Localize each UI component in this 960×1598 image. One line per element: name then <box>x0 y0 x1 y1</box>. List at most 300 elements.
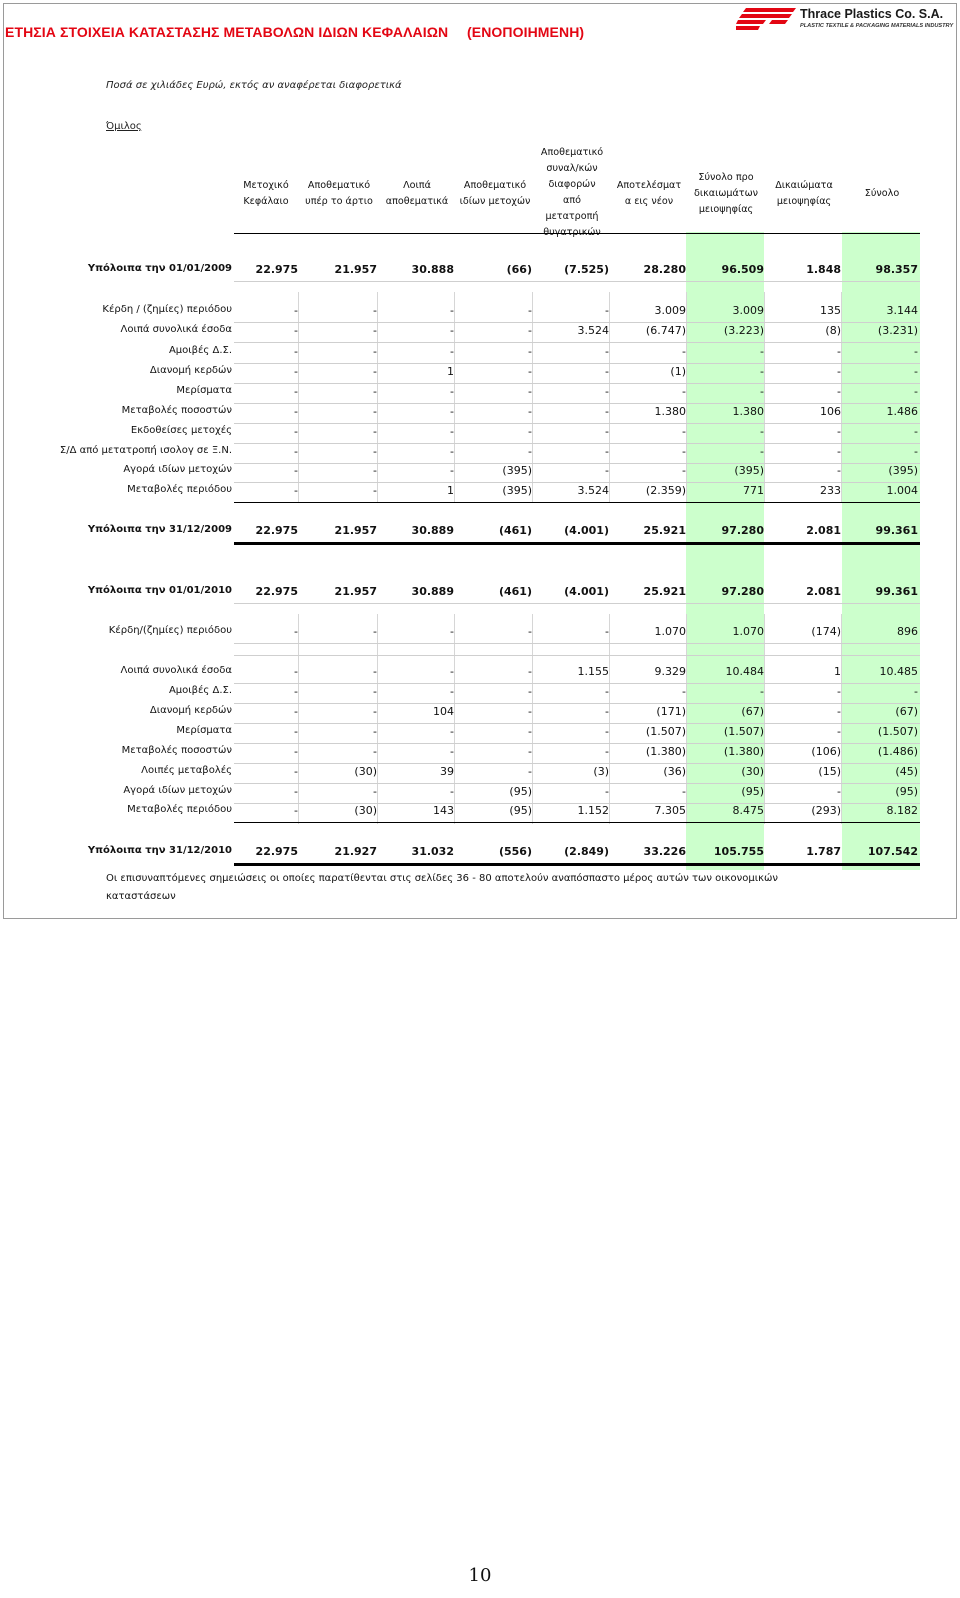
column-header-line: Λοιπά <box>403 180 431 191</box>
table-cell: (95) <box>895 785 918 798</box>
table-cell: - <box>294 705 298 718</box>
table-row <box>0 404 960 422</box>
table-cell: (395) <box>734 464 764 477</box>
report-title <box>5 24 585 40</box>
table-cell: (171) <box>656 705 686 718</box>
table-cell: - <box>605 464 609 477</box>
table-cell: 1.070 <box>654 625 686 638</box>
table-cell: - <box>760 445 764 458</box>
table-cell: - <box>837 345 841 358</box>
table-row <box>0 764 960 782</box>
table-cell: - <box>682 785 686 798</box>
table-cell: 106 <box>820 405 841 418</box>
table-cell: (3.231) <box>877 324 918 337</box>
row-label: Αμοιβές Δ.Σ. <box>168 685 232 696</box>
table-cell: 7.305 <box>654 804 686 817</box>
table-cell: 104 <box>433 705 454 718</box>
table-cell: - <box>373 365 377 378</box>
column-header-line: Αποθεματικό <box>540 147 604 158</box>
column-header <box>760 178 848 210</box>
table-cell: 39 <box>440 765 454 778</box>
table-cell: 107.542 <box>867 845 918 858</box>
column-header-line: διαφορών <box>548 179 596 190</box>
table-cell: (4.001) <box>564 524 609 537</box>
table-cell: 97.280 <box>721 585 764 598</box>
table-cell: - <box>605 625 609 638</box>
row-label: Λοιπά συνολικά έσοδα <box>120 665 232 676</box>
table-cell: 22.975 <box>255 585 298 598</box>
table-cell: - <box>528 685 532 698</box>
table-cell: - <box>294 425 298 438</box>
table-cell: 896 <box>897 625 918 638</box>
table-cell: (1.507) <box>645 725 686 738</box>
table-cell: 8.182 <box>886 804 918 817</box>
table-cell: 99.361 <box>875 585 918 598</box>
table-cell: 22.975 <box>255 845 298 858</box>
table-cell: 1.004 <box>886 484 918 497</box>
table-cell: - <box>837 365 841 378</box>
row-rule <box>234 502 920 503</box>
table-cell: - <box>373 345 377 358</box>
column-header-line: Αποτελέσματ <box>616 180 682 191</box>
table-cell: - <box>373 464 377 477</box>
table-cell: 8.475 <box>732 804 764 817</box>
table-cell: - <box>605 725 609 738</box>
row-rule <box>234 643 920 644</box>
row-rule <box>234 281 920 282</box>
table-row <box>0 784 960 802</box>
column-header-line: ιδίων μετοχών <box>459 196 531 207</box>
table-cell: 25.921 <box>643 524 686 537</box>
table-cell: (30) <box>354 804 377 817</box>
table-cell: - <box>373 324 377 337</box>
table-cell: - <box>373 385 377 398</box>
table-cell: - <box>450 625 454 638</box>
row-label: Κέρδη/(ζημίες) περιόδου <box>108 625 232 636</box>
column-header-line: μειοψηφίας <box>698 204 754 215</box>
table-cell: - <box>837 385 841 398</box>
table-cell: - <box>373 484 377 497</box>
row-label: Μεταβολές ποσοστών <box>121 405 232 416</box>
table-cell: 98.357 <box>875 263 918 276</box>
table-cell: 33.226 <box>643 845 686 858</box>
table-row <box>0 303 960 321</box>
table-cell: (1.486) <box>877 745 918 758</box>
table-cell: 135 <box>820 304 841 317</box>
table-row <box>0 584 960 602</box>
table-cell: (395) <box>888 464 918 477</box>
table-cell: 99.361 <box>875 524 918 537</box>
table-row <box>0 262 960 280</box>
row-label: Λοιπές μεταβολές <box>141 765 232 776</box>
table-cell: (95) <box>509 785 532 798</box>
table-cell: - <box>528 365 532 378</box>
table-cell: - <box>373 425 377 438</box>
table-row <box>0 744 960 762</box>
table-cell: - <box>294 445 298 458</box>
table-cell: 1.155 <box>577 665 609 678</box>
table-cell: 3.009 <box>732 304 764 317</box>
table-row <box>0 384 960 402</box>
table-cell: 1 <box>834 665 841 678</box>
table-cell: (1) <box>670 365 686 378</box>
table-cell: - <box>760 385 764 398</box>
column-header <box>373 178 461 210</box>
table-cell: (95) <box>509 804 532 817</box>
table-cell: - <box>914 445 918 458</box>
table-cell: - <box>294 324 298 337</box>
table-cell: (3) <box>593 765 609 778</box>
table-row <box>0 684 960 702</box>
table-row <box>0 803 960 821</box>
amounts-note: Ποσά σε χιλιάδες Ευρώ, εκτός αν αναφέρεται διαφορετικά <box>106 80 402 91</box>
table-cell: 21.957 <box>334 524 377 537</box>
row-rule <box>234 542 920 545</box>
table-cell: - <box>294 665 298 678</box>
table-cell: 1.380 <box>654 405 686 418</box>
column-header-line: Αποθεματικό <box>307 180 371 191</box>
row-label: Υπόλοιπα την 01/01/2009 <box>87 263 232 274</box>
table-cell: - <box>837 705 841 718</box>
table-cell: - <box>450 445 454 458</box>
table-cell: - <box>294 464 298 477</box>
table-cell: - <box>914 425 918 438</box>
table-cell: - <box>294 804 298 817</box>
table-cell: - <box>373 725 377 738</box>
table-cell: - <box>294 345 298 358</box>
table-cell: (67) <box>741 705 764 718</box>
table-cell: 10.485 <box>879 665 918 678</box>
column-header-line: μειοψηφίας <box>776 196 832 207</box>
table-cell: - <box>528 745 532 758</box>
column-header-line: αποθεματικά <box>385 196 449 207</box>
row-label: Λοιπά συνολικά έσοδα <box>120 324 232 335</box>
table-cell: - <box>294 785 298 798</box>
column-header <box>682 170 770 218</box>
row-rule <box>234 655 920 656</box>
table-cell: - <box>294 385 298 398</box>
table-cell: - <box>605 785 609 798</box>
column-header-line: δικαιωμάτων <box>694 188 758 199</box>
table-cell: - <box>605 345 609 358</box>
table-cell: 2.081 <box>806 585 841 598</box>
table-cell: 28.280 <box>643 263 686 276</box>
table-cell: - <box>760 345 764 358</box>
table-cell: - <box>528 725 532 738</box>
table-cell: 2.081 <box>806 524 841 537</box>
table-cell: (395) <box>502 464 532 477</box>
table-cell: 25.921 <box>643 585 686 598</box>
column-header <box>605 178 693 210</box>
table-cell: 771 <box>743 484 764 497</box>
page-number: 10 <box>468 1565 492 1586</box>
column-header-line: Σύνολο <box>864 188 900 199</box>
table-cell: 30.889 <box>411 585 454 598</box>
row-label: Κέρδη / (ζημίες) περιόδου <box>102 304 232 315</box>
table-cell: 22.975 <box>255 263 298 276</box>
row-label: Διανομή κερδών <box>149 365 232 376</box>
table-cell: (461) <box>498 585 532 598</box>
company-logo <box>736 6 956 32</box>
table-cell: (36) <box>663 765 686 778</box>
table-cell: - <box>528 324 532 337</box>
table-cell: - <box>837 425 841 438</box>
table-cell: - <box>528 665 532 678</box>
table-cell: - <box>294 304 298 317</box>
table-cell: - <box>605 304 609 317</box>
table-cell: 105.755 <box>713 845 764 858</box>
table-cell: - <box>450 425 454 438</box>
table-cell: (395) <box>502 484 532 497</box>
table-cell: - <box>528 445 532 458</box>
row-label: Μεταβολές περιόδου <box>127 484 232 495</box>
table-cell: - <box>373 785 377 798</box>
table-cell: (4.001) <box>564 585 609 598</box>
table-cell: - <box>682 425 686 438</box>
table-row <box>0 364 960 382</box>
table-cell: - <box>373 745 377 758</box>
table-cell: - <box>682 345 686 358</box>
table-cell: 31.032 <box>411 845 454 858</box>
table-cell: - <box>760 425 764 438</box>
table-cell: 10.484 <box>725 665 764 678</box>
column-header-line: Μετοχικό <box>243 180 289 191</box>
table-cell: - <box>605 405 609 418</box>
table-row <box>0 444 960 462</box>
table-cell: - <box>528 705 532 718</box>
table-cell: (1.380) <box>723 745 764 758</box>
row-label: Μερίσματα <box>176 385 232 396</box>
table-row <box>0 704 960 722</box>
table-cell: (293) <box>811 804 841 817</box>
table-row <box>0 523 960 541</box>
column-header <box>295 178 383 210</box>
table-cell: 30.889 <box>411 524 454 537</box>
table-cell: - <box>528 345 532 358</box>
report-title-text: ΕΤΗΣΙΑ ΣΤΟΙΧΕΙΑ ΚΑΤΑΣΤΑΣΗΣ ΜΕΤΑΒΟΛΩΝ ΙΔΙΩΝ ΚΕΦΑΛΑΙΩΝ <box>5 24 449 40</box>
table-cell: - <box>450 345 454 358</box>
table-row <box>0 483 960 501</box>
table-cell: - <box>373 625 377 638</box>
table-cell: (106) <box>811 745 841 758</box>
column-header-line: α εις νέον <box>624 196 674 207</box>
column-header-line: Δικαιώματα <box>775 180 833 191</box>
table-cell: 1.848 <box>806 263 841 276</box>
table-cell: - <box>760 365 764 378</box>
column-header-line: συναλ/κών <box>546 163 598 174</box>
table-row <box>0 463 960 481</box>
table-row <box>0 664 960 682</box>
table-cell: 1.486 <box>886 405 918 418</box>
table-cell: - <box>914 345 918 358</box>
table-cell: - <box>373 665 377 678</box>
table-cell: 9.329 <box>654 665 686 678</box>
table-cell: 30.888 <box>411 263 454 276</box>
logo-tagline: PLASTIC TEXTILE & PACKAGING MATERIALS INDUSTRY <box>800 23 954 29</box>
table-cell: - <box>294 625 298 638</box>
table-row <box>0 724 960 742</box>
table-cell: - <box>528 405 532 418</box>
table-cell: - <box>450 725 454 738</box>
table-cell: (1.507) <box>877 725 918 738</box>
table-cell: - <box>837 785 841 798</box>
table-cell: - <box>294 484 298 497</box>
table-cell: (8) <box>825 324 841 337</box>
table-cell: - <box>914 685 918 698</box>
table-cell: - <box>450 665 454 678</box>
table-cell: - <box>294 745 298 758</box>
table-row <box>0 323 960 341</box>
table-cell: (1.507) <box>723 725 764 738</box>
table-cell: 233 <box>820 484 841 497</box>
table-cell: 96.509 <box>721 263 764 276</box>
table-cell: 1.070 <box>732 625 764 638</box>
table-cell: - <box>682 685 686 698</box>
row-label: Αγορά ιδίων μετοχών <box>123 785 232 796</box>
column-header-line: υπέρ το άρτιο <box>305 196 373 207</box>
column-header <box>838 186 926 202</box>
table-cell: - <box>605 445 609 458</box>
table-cell: - <box>682 445 686 458</box>
row-label: Υπόλοιπα την 31/12/2009 <box>87 524 232 535</box>
table-cell: - <box>294 725 298 738</box>
footer-note: Οι επισυναπτόμενες σημειώσεις οι οποίες παρατίθενται στις σελίδες 36 - 80 αποτελούν αναπόσπαστο μέρος αυτών των οικονομικών καταστάσεων <box>106 873 778 902</box>
table-cell: (95) <box>741 785 764 798</box>
column-header <box>451 178 539 210</box>
table-cell: 3.144 <box>886 304 918 317</box>
row-label: Αμοιβές Δ.Σ. <box>168 345 232 356</box>
table-cell: - <box>294 765 298 778</box>
table-cell: (45) <box>895 765 918 778</box>
table-cell: 3.524 <box>577 324 609 337</box>
table-cell: - <box>528 625 532 638</box>
table-cell: - <box>837 445 841 458</box>
table-cell: (1.380) <box>645 745 686 758</box>
column-header-line: μετατροπή <box>545 211 599 222</box>
table-cell: (461) <box>498 524 532 537</box>
table-cell: 21.957 <box>334 585 377 598</box>
table-cell: - <box>528 765 532 778</box>
logo-mark-icon <box>736 8 796 30</box>
table-cell: (30) <box>741 765 764 778</box>
column-header <box>528 145 616 241</box>
table-cell: 21.927 <box>334 845 377 858</box>
table-cell: - <box>914 385 918 398</box>
table-cell: - <box>450 685 454 698</box>
table-cell: - <box>528 425 532 438</box>
table-cell: (2.849) <box>564 845 609 858</box>
table-cell: 143 <box>433 804 454 817</box>
report-subtitle: (ΕΝΟΠΟΙΗΜΕΝΗ) <box>467 24 585 40</box>
row-label: Αγορά ιδίων μετοχών <box>123 464 232 475</box>
table-cell: 3.524 <box>577 484 609 497</box>
table-row <box>0 624 960 642</box>
table-cell: - <box>682 464 686 477</box>
table-cell: - <box>682 385 686 398</box>
table-cell: - <box>373 304 377 317</box>
table-cell: - <box>914 365 918 378</box>
row-label: Μεταβολές περιόδου <box>127 804 232 815</box>
header-rule <box>234 233 920 234</box>
row-label: Μεταβολές ποσοστών <box>121 745 232 756</box>
column-header-line: από <box>563 195 581 206</box>
table-cell: (174) <box>811 625 841 638</box>
logo-company-name: Thrace Plastics Co. S.A. <box>800 7 944 21</box>
group-label: Όμιλος <box>106 121 142 132</box>
table-cell: 1.152 <box>577 804 609 817</box>
table-row <box>0 844 960 862</box>
table-cell: - <box>528 304 532 317</box>
table-cell: (67) <box>895 705 918 718</box>
table-cell: - <box>837 464 841 477</box>
table-cell: - <box>605 365 609 378</box>
table-cell: - <box>837 725 841 738</box>
row-rule <box>234 822 920 823</box>
column-header-line: Κεφάλαιο <box>243 196 289 207</box>
table-cell: - <box>373 445 377 458</box>
table-cell: (15) <box>818 765 841 778</box>
table-cell: 1.787 <box>806 845 841 858</box>
table-cell: - <box>450 304 454 317</box>
table-cell: - <box>605 685 609 698</box>
row-rule <box>234 603 920 604</box>
column-header-line: Αποθεματικό <box>463 180 527 191</box>
table-cell: - <box>605 705 609 718</box>
row-rule <box>234 863 920 866</box>
table-cell: - <box>373 685 377 698</box>
table-cell: (7.525) <box>564 263 609 276</box>
table-cell: 3.009 <box>654 304 686 317</box>
table-cell: 21.957 <box>334 263 377 276</box>
table-cell: (6.747) <box>645 324 686 337</box>
table-cell: - <box>373 705 377 718</box>
table-cell: - <box>450 464 454 477</box>
table-cell: (3.223) <box>723 324 764 337</box>
table-cell: - <box>450 785 454 798</box>
table-cell: (556) <box>498 845 532 858</box>
row-label: Μερίσματα <box>176 725 232 736</box>
table-cell: (66) <box>506 263 532 276</box>
table-cell: - <box>294 405 298 418</box>
table-cell: - <box>528 385 532 398</box>
column-header-line: Σύνολο προ <box>698 172 754 183</box>
table-cell: - <box>294 685 298 698</box>
row-label: Υπόλοιπα την 31/12/2010 <box>87 845 232 856</box>
table-cell: 97.280 <box>721 524 764 537</box>
table-cell: 22.975 <box>255 524 298 537</box>
row-rule <box>234 342 920 343</box>
table-cell: 1.380 <box>732 405 764 418</box>
table-cell: (30) <box>354 765 377 778</box>
table-cell: - <box>605 385 609 398</box>
row-label: Υπόλοιπα την 01/01/2010 <box>87 585 232 596</box>
table-cell: (2.359) <box>645 484 686 497</box>
table-cell: 1 <box>447 484 454 497</box>
table-cell: - <box>605 425 609 438</box>
table-cell: - <box>450 324 454 337</box>
row-label: Εκδοθείσες μετοχές <box>130 425 232 436</box>
table-cell: - <box>837 685 841 698</box>
table-cell: - <box>605 745 609 758</box>
table-cell: - <box>373 405 377 418</box>
table-cell: - <box>450 385 454 398</box>
table-row <box>0 424 960 442</box>
table-cell: - <box>450 405 454 418</box>
table-cell: 1 <box>447 365 454 378</box>
table-cell: - <box>760 685 764 698</box>
row-label: Σ/Δ από μετατροπή ισολογ σε Ξ.Ν. <box>59 445 232 456</box>
table-cell: - <box>294 365 298 378</box>
